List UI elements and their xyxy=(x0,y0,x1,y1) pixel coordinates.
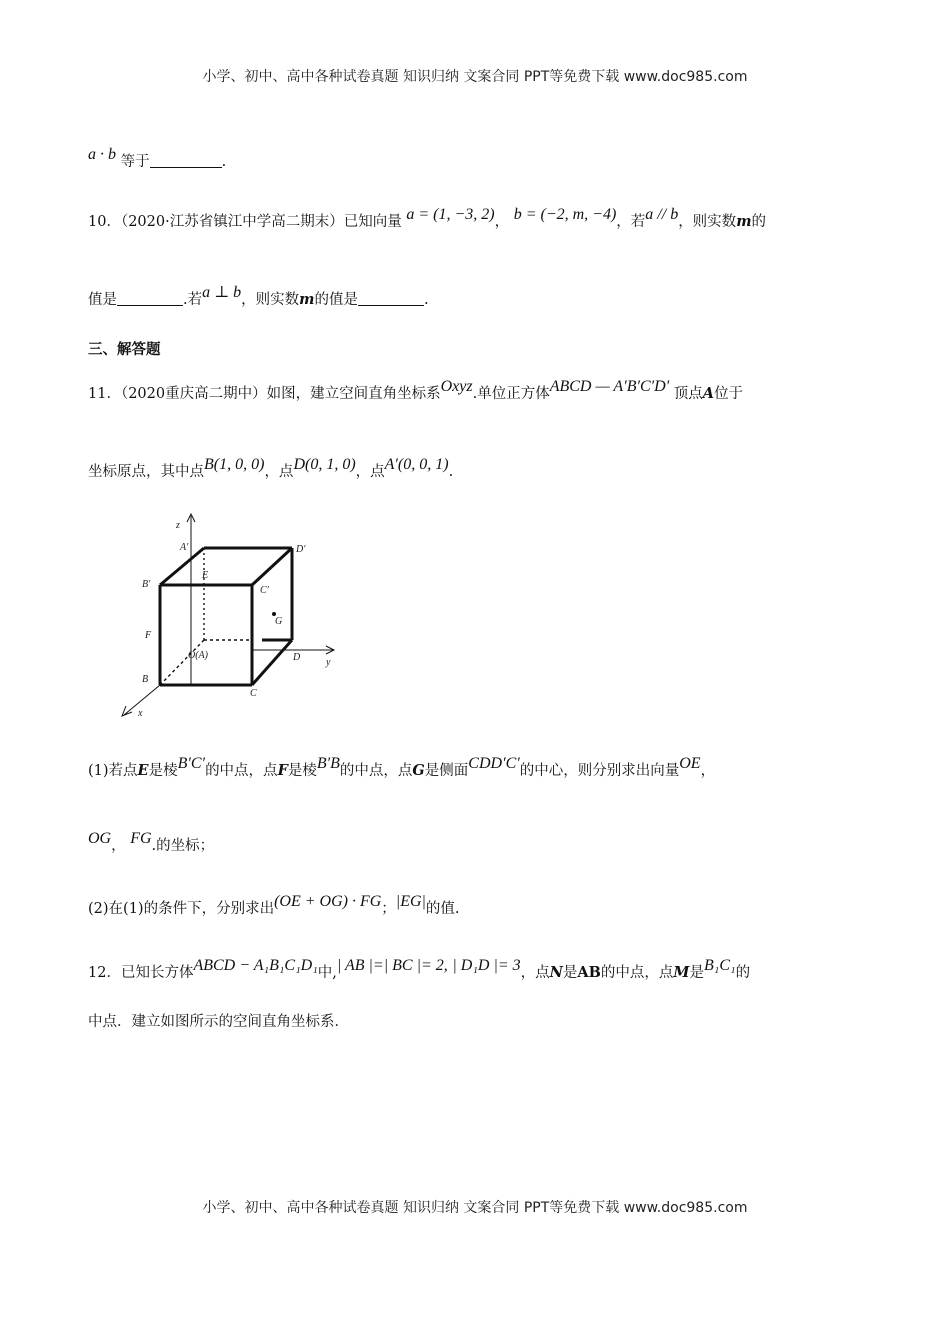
answer-blank xyxy=(358,293,424,306)
label-g: G xyxy=(275,616,283,627)
q10-line2: 值是 .若a ⊥ b，则实数m的值是 . xyxy=(88,284,429,308)
label-z: z xyxy=(176,520,180,531)
label-b: B xyxy=(142,674,149,685)
q10-number: 10． xyxy=(88,214,121,230)
label-a1: A′ xyxy=(180,542,189,553)
q10-line1: 10．（2020·江苏省镇江中学高二期末）已知向量 a = (1, −3, 2)， b = (−2, m, −4)，若a // b，则实数m的 xyxy=(88,206,767,230)
q11-part1-line2: OG， FG.的坐标； xyxy=(88,830,215,854)
section-title: 三、解答题 xyxy=(88,342,161,358)
cube-figure xyxy=(112,510,352,725)
label-b1: B′ xyxy=(142,579,151,590)
label-f: F xyxy=(145,630,152,641)
q12-line1: 12．已知长方体ABCD − A₁B₁C₁D₁中,| AB |=| BC |= 2, | D₁D |= 3，点N是AB的中点，点M是B₁C₁的 xyxy=(88,957,751,981)
label-d: D xyxy=(293,652,301,663)
label-origin: O(A) xyxy=(188,650,208,661)
label-x: x xyxy=(138,708,143,719)
label-c: C xyxy=(250,688,257,699)
label-d1: D′ xyxy=(296,544,306,555)
dot-product-expr: a · b xyxy=(88,146,116,163)
q11-line2: 坐标原点，其中点B(1, 0, 0)，点D(0, 1, 0)，点A′(0, 0, 1). xyxy=(88,456,454,480)
answer-blank xyxy=(117,293,183,306)
page-footer: 小学、初中、高中各种试卷真题 知识归纳 文案合同 PPT等免费下载 www.doc985.com xyxy=(202,1200,748,1216)
vector-b: b = (−2, m, −4) xyxy=(513,206,617,223)
cube-name: ABCD — A′B′C′D′ xyxy=(549,378,670,395)
q11-number: 11． xyxy=(88,386,121,402)
perp-expr: a ⊥ b xyxy=(202,284,242,301)
page-header: 小学、初中、高中各种试卷真题 知识归纳 文案合同 PPT等免费下载 www.doc985.com xyxy=(202,69,748,85)
label-c1: C′ xyxy=(260,585,269,596)
q12-number: 12． xyxy=(88,965,121,981)
parallel-expr: a // b xyxy=(645,206,679,223)
label-y: y xyxy=(326,657,331,668)
q11-part1-line1: (1)若点E是棱B′C′的中点，点F是棱B′B的中点，点G是侧面CDD′C′的中心，则分别求出向量OE， xyxy=(88,755,716,779)
q11-part2: (2)在(1)的条件下，分别求出(OE + OG) · FG；|EG|的值. xyxy=(88,893,460,917)
answer-blank xyxy=(150,155,222,168)
q11-line1: 11．（2020重庆高二期中）如图，建立空间直角坐标系Oxyz.单位正方体ABCD — A′B′C′D′ 顶点A位于 xyxy=(88,378,744,402)
label-e: E xyxy=(202,570,209,581)
vector-a: a = (1, −3, 2) xyxy=(406,206,495,223)
continuation-line: a · b 等于 . xyxy=(88,146,227,170)
q12-line2: 中点．建立如图所示的空间直角坐标系． xyxy=(88,1014,349,1030)
